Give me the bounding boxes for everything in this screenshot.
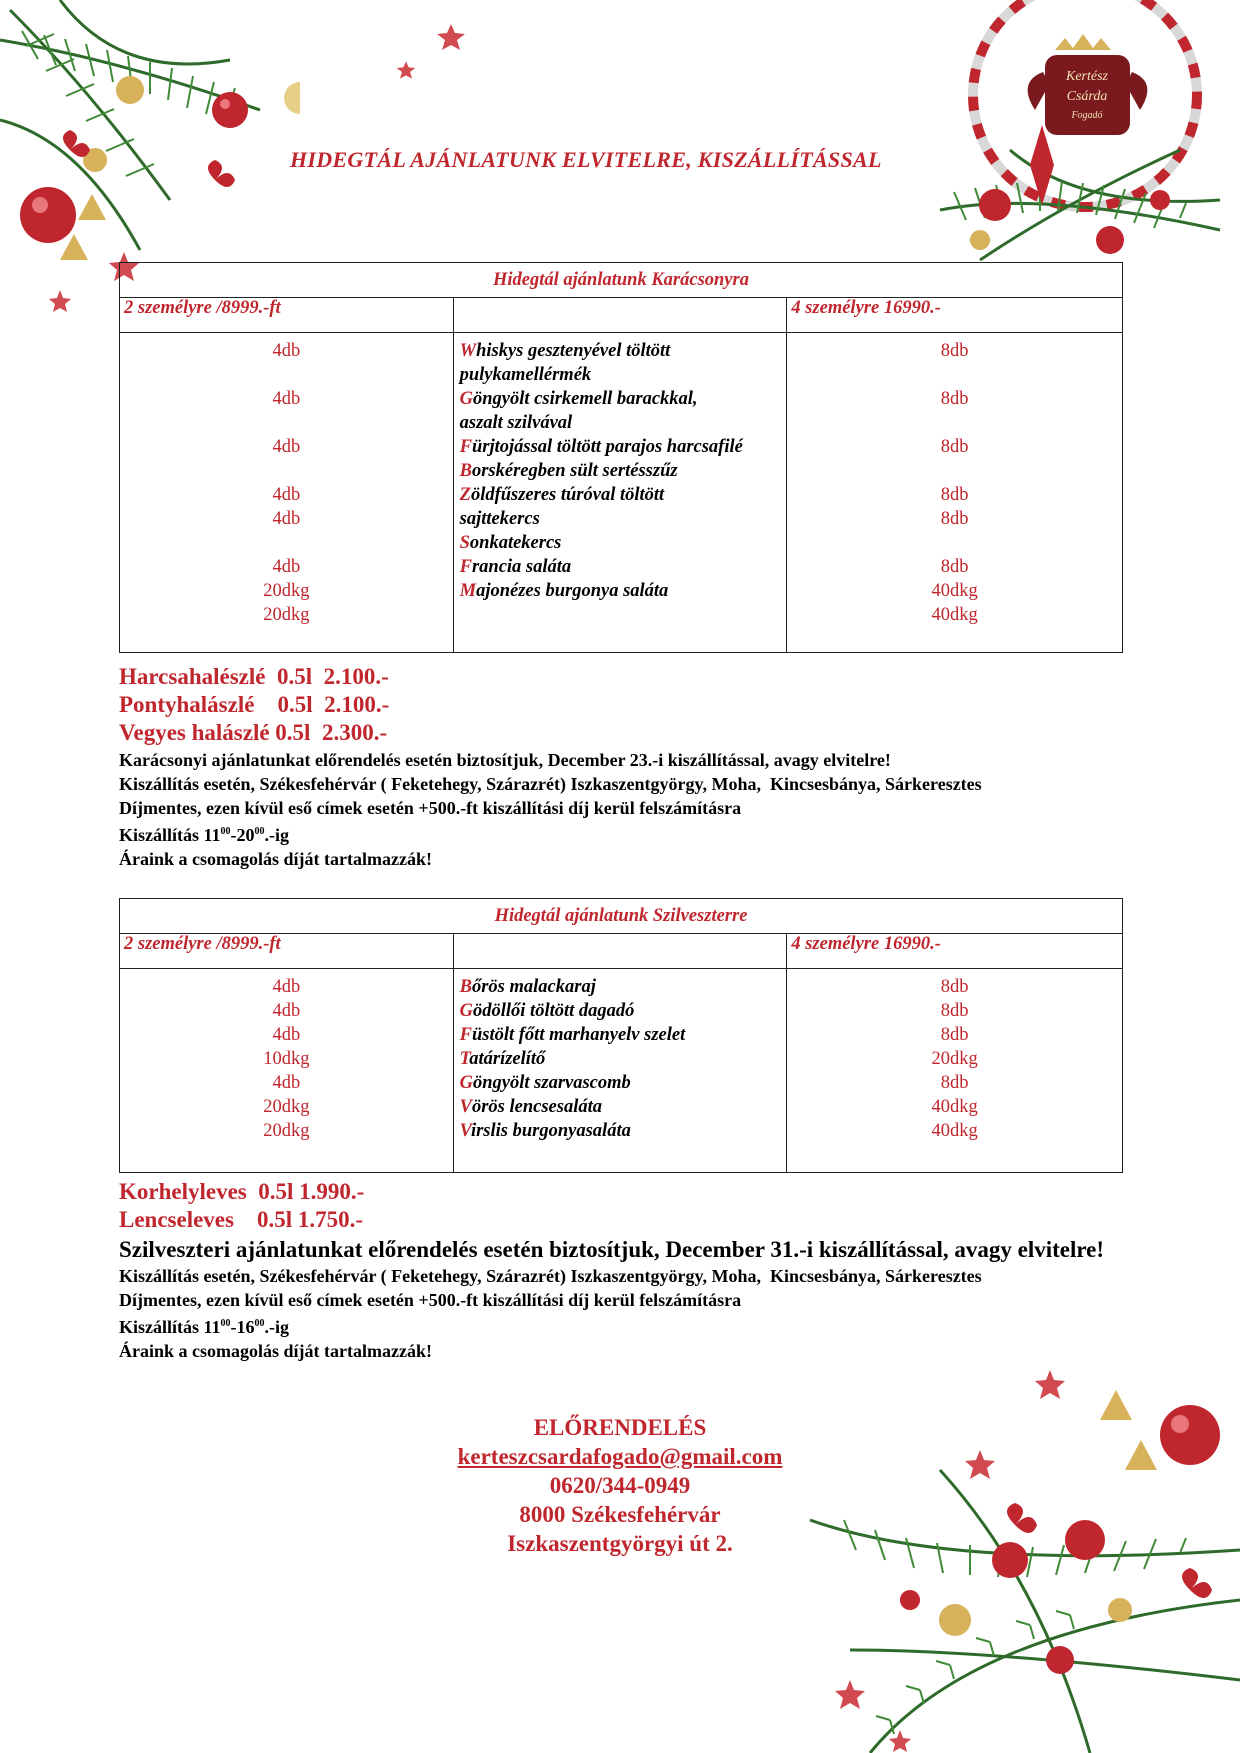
page-title: HIDEGTÁL AJÁNLATUNK ELVITELRE, KISZÁLLÍTÁSSAL — [290, 147, 882, 172]
qty-four-value: 40dkg — [931, 581, 978, 601]
price-row — [120, 298, 1123, 333]
newyear-soup-list — [119, 1178, 364, 1234]
qty-two-value: 10dkg — [263, 1049, 310, 1069]
qty-four-value — [787, 459, 1122, 483]
horse-icon — [1028, 72, 1047, 110]
qty-two-value: 4db — [272, 1025, 301, 1045]
qty-two-value — [120, 411, 453, 435]
qty-two-value: 20dkg — [263, 605, 310, 625]
menu-item: Majonézes burgonya saláta — [459, 581, 669, 601]
qty-four-column — [787, 333, 1123, 653]
email-link[interactable]: kerteszcsardafogado@gmail.com — [457, 1444, 783, 1469]
logo-lettering — [1065, 69, 1109, 121]
empty-cell — [453, 934, 787, 969]
newyear-menu-table — [119, 898, 1123, 1173]
qty-four-value — [787, 531, 1122, 555]
christmas-table-heading: Hidegtál ajánlatunk Karácsonyra — [120, 263, 1123, 298]
qty-four-value: 40dkg — [931, 605, 978, 625]
svg-text:Csárda: Csárda — [1066, 89, 1108, 104]
qty-four-value: 8db — [940, 509, 969, 529]
menu-item: aszalt szilvával — [459, 413, 573, 433]
svg-text:Kertész: Kertész — [1066, 69, 1108, 84]
star-icon — [396, 60, 416, 80]
delivery-hours: Kiszállítás $11^{00}-16^{00}.-ig$ — [119, 1317, 290, 1337]
preorder-note: Szilveszteri ajánlatunkat előrendelés esetén biztosítjuk, December 31.-i kiszállítással, avagy elvitelre! — [119, 1237, 1105, 1262]
empty-cell — [453, 298, 787, 333]
delivery-fee-note: Díjmentes, ezen kívül eső címek esetén +500.-ft kiszállítási díj kerül felszámításra — [119, 1290, 742, 1310]
qty-two-value — [120, 531, 453, 555]
qty-two-value: 4db — [272, 389, 301, 409]
delivery-area-note: Kiszállítás esetén, Székesfehérvár ( Feketehegy, Szárazrét) Iszkaszentgyörgy, Moha, Kincsesbánya, Sárkeresztes — [119, 1266, 982, 1286]
price-row — [120, 934, 1123, 969]
items-row — [120, 333, 1123, 653]
menu-item: pulykamellérmék — [459, 365, 592, 385]
qty-two-value: 4db — [272, 1073, 301, 1093]
table-header-row — [120, 263, 1123, 298]
preorder-contact — [420, 1413, 820, 1558]
qty-two-value — [120, 459, 453, 483]
menu-item: Göngyölt szarvascomb — [459, 1073, 631, 1093]
delivery-hours: Kiszállítás $11^{00}-20^{00}.-ig$ — [119, 825, 290, 845]
qty-four-value: 8db — [940, 485, 969, 505]
delivery-area-note: Kiszállítás esetén, Székesfehérvár ( Feketehegy, Szárazrét) Iszkaszentgyörgy, Moha, Kincsesbánya, Sárkeresztes — [119, 774, 982, 794]
items-column — [453, 333, 787, 653]
qty-four-value: 8db — [940, 1001, 969, 1021]
preorder-note: Karácsonyi ajánlatunkat előrendelés esetén biztosítjuk, December 23.-i kiszállítással, avagy elvitelre! — [119, 750, 891, 770]
horse-icon — [1128, 72, 1147, 110]
qty-two-value: 4db — [272, 1001, 301, 1021]
qty-two-value — [120, 363, 453, 387]
qty-two-value: 20dkg — [263, 1121, 310, 1141]
soup-item: Korhelyleves 0.5l 1.990.- — [119, 1179, 365, 1204]
star-icon — [436, 22, 466, 52]
menu-item: Tatárízelítő — [459, 1049, 546, 1069]
items-column — [453, 969, 787, 1173]
price-four-persons: 4 személyre 16990.- — [787, 298, 1123, 333]
christmas-soup-list — [119, 663, 389, 747]
soup-item: Vegyes halászlé 0.5l 2.300.- — [119, 720, 388, 745]
crown-icon — [1055, 34, 1111, 50]
table-header-row — [120, 899, 1123, 934]
qty-four-value — [787, 411, 1122, 435]
qty-four-value: 40dkg — [931, 1121, 978, 1141]
menu-item: Vörös lencsesaláta — [459, 1097, 602, 1117]
menu-item: Bőrös malackaraj — [459, 977, 596, 997]
menu-item: Göngyölt csirkemell barackkal, — [459, 389, 698, 409]
qty-two-column — [120, 333, 454, 653]
svg-text:Fogadó: Fogadó — [1071, 110, 1103, 121]
items-row — [120, 969, 1123, 1173]
qty-four-value: 40dkg — [931, 1097, 978, 1117]
menu-item: Fürjtojással töltött parajos harcsafilé — [459, 437, 743, 457]
price-two-persons: 2 személyre /8999.-ft — [120, 934, 454, 969]
qty-four-column — [787, 969, 1123, 1173]
qty-four-value: 20dkg — [931, 1049, 978, 1069]
qty-four-value: 8db — [940, 341, 969, 361]
menu-item: Borskéregben sült sertésszűz — [459, 461, 678, 481]
qty-two-value: 4db — [272, 977, 301, 997]
soup-item: Lencseleves 0.5l 1.750.- — [119, 1207, 364, 1232]
qty-two-value: 4db — [272, 485, 301, 505]
qty-four-value: 8db — [940, 557, 969, 577]
qty-four-value: 8db — [940, 1073, 969, 1093]
qty-four-value: 8db — [940, 389, 969, 409]
newyear-table-heading: Hidegtál ajánlatunk Szilveszterre — [120, 899, 1123, 934]
menu-item: Whiskys gesztenyével töltött — [459, 341, 671, 361]
qty-two-value: 20dkg — [263, 1097, 310, 1117]
packaging-note: Áraink a csomagolás díját tartalmazzák! — [119, 1341, 432, 1361]
newyear-notes — [119, 1235, 1129, 1363]
qty-four-value: 8db — [940, 437, 969, 457]
menu-item: Zöldfűszeres túróval töltött — [459, 485, 665, 505]
street-address: Iszkaszentgyörgyi út 2. — [507, 1531, 733, 1556]
qty-two-value: 4db — [272, 557, 301, 577]
preorder-heading: ELŐRENDELÉS — [533, 1415, 707, 1440]
delivery-fee-note: Díjmentes, ezen kívül eső címek esetén +500.-ft kiszállítási díj kerül felszámításra — [119, 798, 742, 818]
menu-item: sajttekercs — [459, 509, 540, 529]
city: 8000 Székesfehérvár — [519, 1502, 721, 1527]
qty-four-value: 8db — [940, 977, 969, 997]
packaging-note: Áraink a csomagolás díját tartalmazzák! — [119, 849, 432, 869]
menu-item: Gödöllői töltött dagadó — [459, 1001, 635, 1021]
menu-item — [454, 603, 787, 627]
menu-item: Sonkatekercs — [459, 533, 562, 553]
qty-two-value: 4db — [272, 437, 301, 457]
qty-two-value: 20dkg — [263, 581, 310, 601]
menu-item: Virslis burgonyasaláta — [459, 1121, 631, 1141]
christmas-menu-table — [119, 262, 1123, 653]
soup-item: Pontyhalászlé 0.5l 2.100.- — [119, 692, 390, 717]
qty-two-value: 4db — [272, 509, 301, 529]
menu-item: Füstölt főtt marhanyelv szelet — [459, 1025, 686, 1045]
christmas-notes — [119, 748, 1129, 871]
price-two-persons: 2 személyre /8999.-ft — [120, 298, 454, 333]
qty-two-column — [120, 969, 454, 1173]
christmas-decoration-top-right — [920, 0, 1240, 300]
qty-four-value — [787, 363, 1122, 387]
soup-item: Harcsahalészlé 0.5l 2.100.- — [119, 664, 389, 689]
qty-two-value: 4db — [272, 341, 301, 361]
phone-number: 0620/344-0949 — [549, 1473, 691, 1498]
qty-four-value: 8db — [940, 1025, 969, 1045]
christmas-decoration-bottom-right — [790, 1350, 1240, 1753]
price-four-persons: 4 személyre 16990.- — [787, 934, 1123, 969]
menu-item: Francia saláta — [459, 557, 572, 577]
